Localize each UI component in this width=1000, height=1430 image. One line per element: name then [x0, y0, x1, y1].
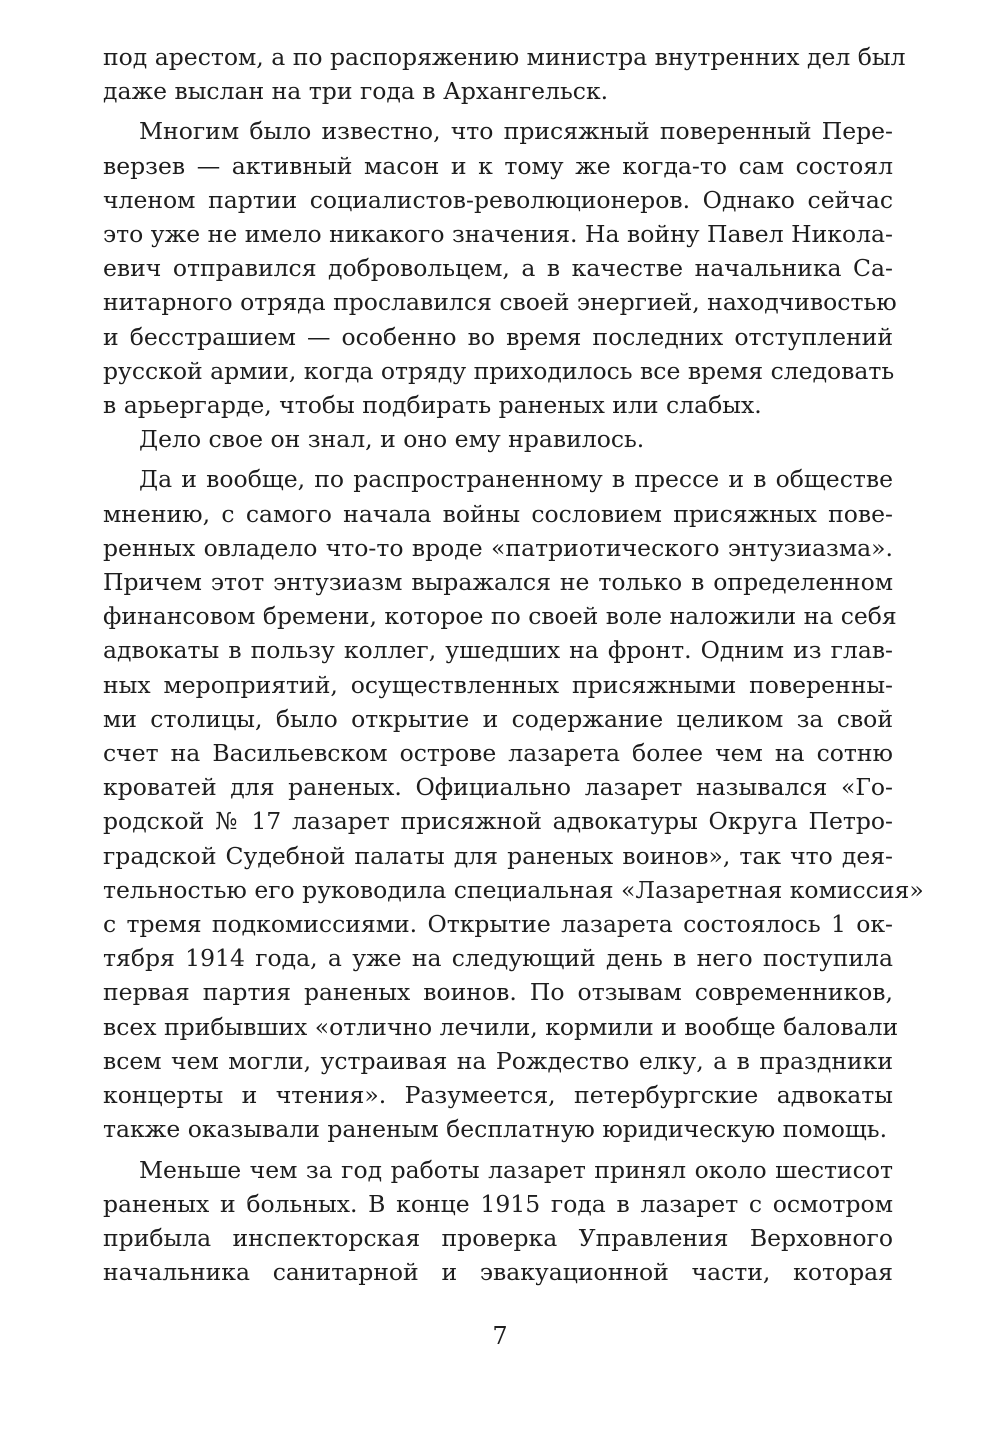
text-line: Дело свое он знал, и оно ему нравилось.: [139, 425, 645, 454]
text-line: адвокаты в пользу коллег, ушедших на фронт. Одним из глав-: [103, 636, 893, 665]
text-line: Да и вообще, по распространенному в прессе и в обществе: [139, 465, 893, 494]
text-line: в арьергарде, чтобы подбирать раненых или слабых.: [103, 391, 762, 420]
text-line: Многим было известно, что присяжный поверенный Пере-: [139, 117, 893, 146]
text-line: мнению, с самого начала войны сословием присяжных пове-: [103, 499, 893, 528]
text-line: евич отправился добровольцем, а в качестве начальника Са-: [103, 254, 893, 283]
text-line: с тремя подкомиссиями. Открытие лазарета состоялось 1 ок-: [103, 910, 893, 939]
text-line: тельностью его руководила специальная «Лазаретная комиссия»: [103, 875, 924, 904]
text-line: это уже не имело никакого значения. На войну Павел Никола-: [103, 220, 893, 249]
text-line: всем чем могли, устраивая на Рождество елку, а в праздники: [103, 1046, 893, 1075]
text-line: родской № 17 лазарет присяжной адвокатуры Округа Петро-: [103, 807, 893, 836]
text-line: начальника санитарной и эвакуационной части, которая: [103, 1258, 893, 1287]
text-line: Причем этот энтузиазм выражался не только в определенном: [103, 568, 893, 597]
text-line: членом партии социалистов-революционеров. Однако сейчас: [103, 185, 893, 214]
text-line: под арестом, а по распоряжению министра внутренних дел был: [103, 43, 906, 71]
paragraph-4: [103, 462, 924, 1146]
paragraph-3: [103, 422, 893, 456]
text-line: ных мероприятий, осуществленных присяжными поверенны-: [103, 670, 893, 699]
text-line: также оказывали раненым бесплатную юридическую помощь.: [103, 1115, 888, 1144]
text-line: верзев — активный масон и к тому же когда-то сам состоял: [103, 151, 893, 180]
text-line: ренных овладело что-то вроде «патриотического энтузиазма».: [103, 533, 893, 562]
text-line: градской Судебной палаты для раненых воинов», так что дея-: [103, 841, 893, 870]
text-line: счет на Васильевском острове лазарета более чем на сотню: [103, 739, 893, 768]
text-line: Меньше чем за год работы лазарет принял около шестисот: [139, 1155, 893, 1184]
text-line: первая партия раненых воинов. По отзывам современников,: [103, 978, 893, 1007]
text-line: концерты и чтения». Разумеется, петербургские адвокаты: [103, 1081, 893, 1110]
paragraph-1: [103, 40, 906, 108]
text-line: кроватей для раненых. Официально лазарет назывался «Го-: [103, 773, 893, 802]
text-line: раненых и больных. В конце 1915 года в лазарет с осмотром: [103, 1189, 893, 1218]
paragraph-5: [103, 1153, 893, 1290]
text-line: финансовом бремени, которое по своей воле наложили на себя: [103, 602, 897, 631]
text-line: всех прибывших «отлично лечили, кормили и вообще баловали: [103, 1012, 899, 1041]
text-line: тября 1914 года, а уже на следующий день в него поступила: [103, 944, 893, 973]
paragraph-2: [103, 114, 897, 422]
text-line: и бесстрашием — особенно во время последних отступлений: [103, 322, 893, 351]
body-text: [103, 40, 924, 1289]
page-number: 7: [492, 1322, 508, 1350]
text-line: прибыла инспекторская проверка Управления Верховного: [103, 1223, 893, 1252]
text-line: нитарного отряда прославился своей энергией, находчивостью: [103, 288, 897, 317]
text-line: русской армии, когда отряду приходилось все время следовать: [103, 356, 895, 385]
text-line: даже выслан на три года в Архангельск.: [103, 77, 609, 106]
text-line: ми столицы, было открытие и содержание целиком за свой: [103, 704, 893, 733]
